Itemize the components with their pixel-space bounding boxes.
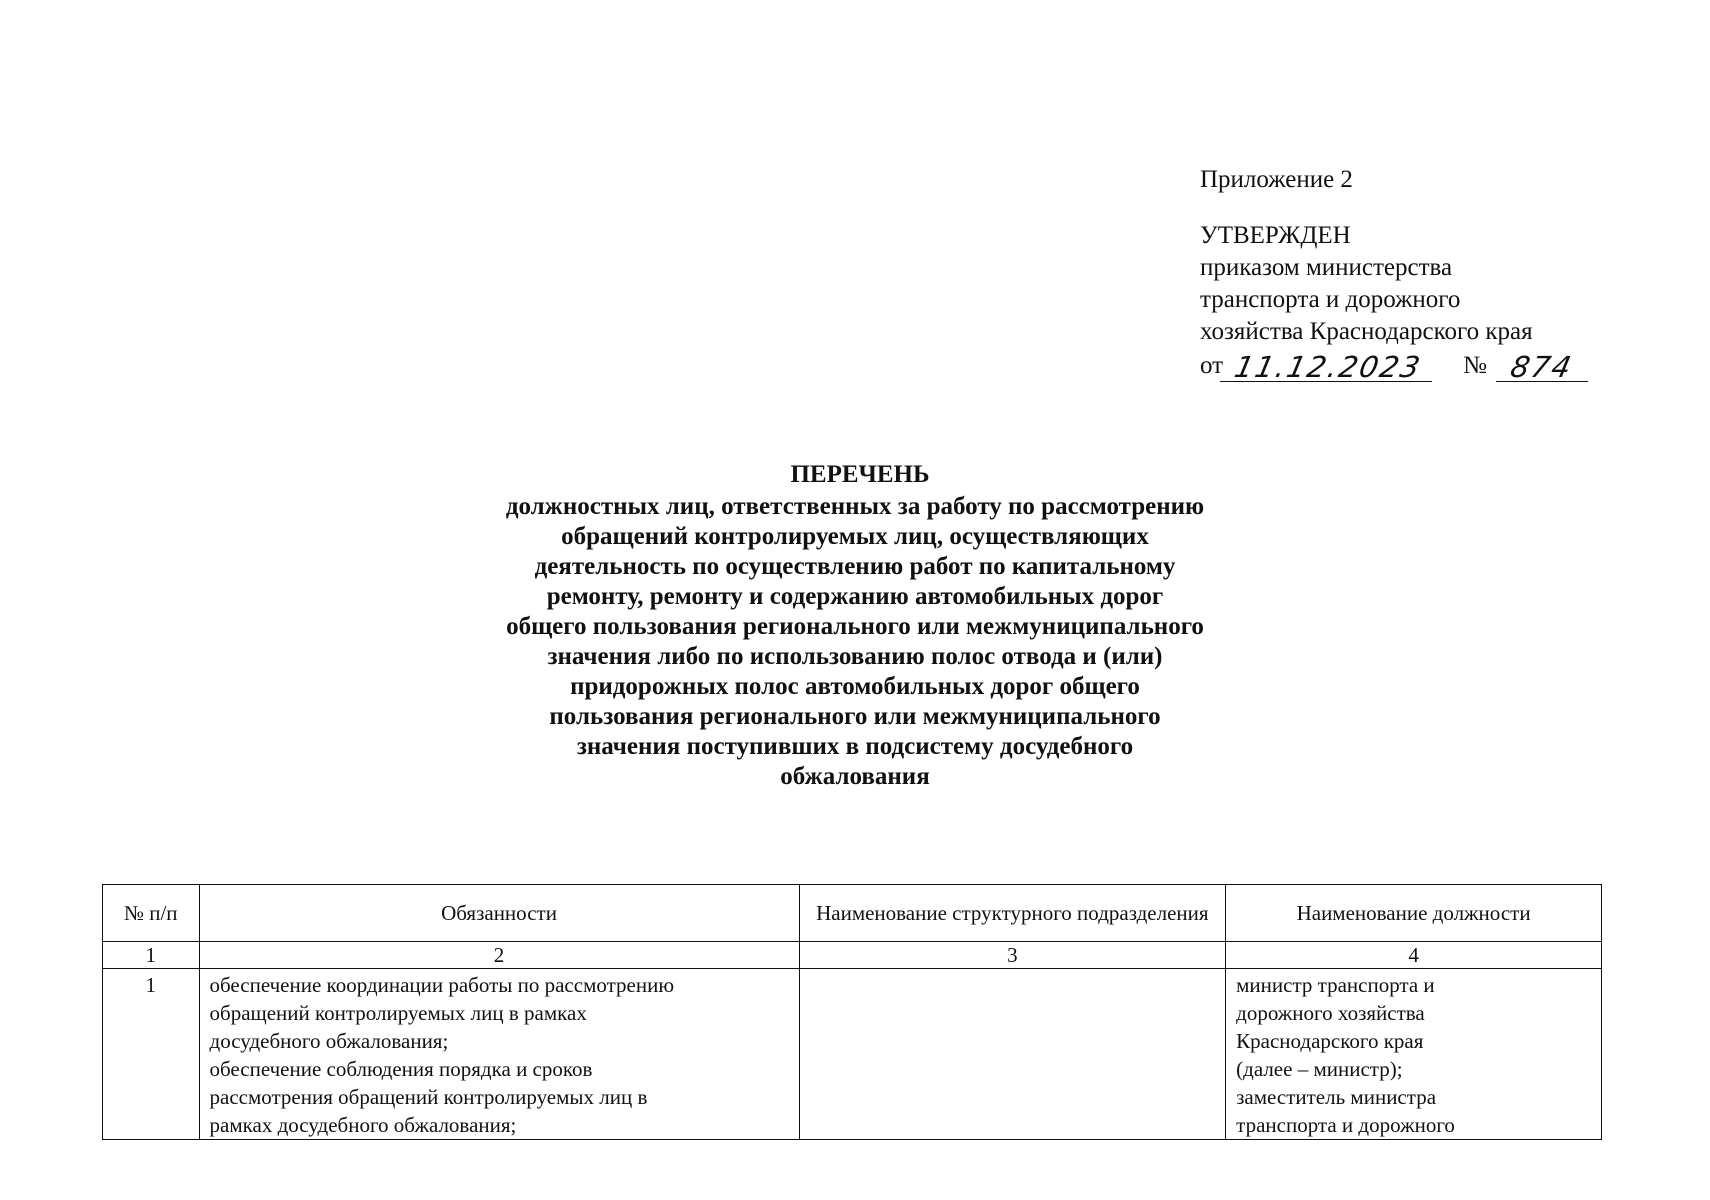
title-line-7: придорожных полос автомобильных дорог общего (570, 673, 1140, 700)
title-line-2: обращений контролируемых лиц, осуществляющих (561, 523, 1149, 550)
duty-line: рамках досудебного обжалования; (209, 1113, 517, 1137)
document-title (0, 460, 1710, 792)
approval-block (1200, 220, 1591, 382)
position-line: (далее – министр); (1236, 1057, 1403, 1081)
title-line-6: значения либо по использованию полос отвода и (или) (547, 643, 1163, 670)
title-line-1: должностных лиц, ответственных за работу по рассмотрению (505, 493, 1205, 520)
order-date-number-line (1200, 350, 1591, 382)
order-number-handwritten: 874 (1496, 353, 1594, 382)
order-line-1: приказом министерства (1200, 254, 1453, 281)
column-number: 1 (103, 942, 200, 969)
date-prefix: от (1200, 352, 1224, 379)
column-number-row (103, 942, 1602, 969)
header-position: Наименование должности (1226, 885, 1602, 942)
duties-cell (199, 969, 799, 1140)
number-sign: № (1463, 352, 1487, 379)
order-date-handwritten: 11.12.2023 (1220, 353, 1438, 382)
duty-line: обеспечение координации работы по рассмотрению (209, 973, 675, 997)
duty-line: рассмотрения обращений контролируемых лиц в (209, 1085, 648, 1109)
order-line-3: хозяйства Краснодарского края (1200, 318, 1533, 345)
row-number: 1 (103, 969, 200, 1140)
position-line: министр транспорта и (1236, 973, 1435, 997)
order-line-2: транспорта и дорожного (1200, 286, 1461, 313)
column-number: 2 (199, 942, 799, 969)
position-cell (1226, 969, 1602, 1140)
duty-line: обращений контролируемых лиц в рамках (209, 1001, 587, 1025)
department-cell (799, 969, 1226, 1140)
table-row (103, 969, 1602, 1140)
title-line-10: обжалования (780, 763, 930, 790)
column-number: 3 (799, 942, 1226, 969)
appendix-label: Приложение 2 (1200, 166, 1353, 193)
title-line-5: общего пользования регионального или межмуниципального (506, 613, 1204, 640)
column-number: 4 (1226, 942, 1602, 969)
duty-line: обеспечение соблюдения порядка и сроков (209, 1057, 593, 1081)
responsibilities-table (102, 884, 1602, 1140)
duty-line: досудебного обжалования; (209, 1029, 449, 1053)
title-line-9: значения поступивших в подсистему досудебного (576, 733, 1134, 760)
position-line: заместитель министра (1236, 1085, 1437, 1109)
table-header-row (103, 885, 1602, 942)
header-number: № п/п (103, 885, 200, 942)
position-line: Краснодарского края (1236, 1029, 1424, 1053)
title-line-3: деятельность по осуществлению работ по капитальному (534, 553, 1176, 580)
header-department: Наименование структурного подразделения (799, 885, 1226, 942)
position-line: транспорта и дорожного (1236, 1113, 1455, 1137)
title-line-8: пользования регионального или межмуниципального (549, 703, 1161, 730)
approved-label: УТВЕРЖДЕН (1200, 222, 1351, 249)
header-duties: Обязанности (199, 885, 799, 942)
title-heading: ПЕРЕЧЕНЬ (790, 461, 930, 488)
position-line: дорожного хозяйства (1236, 1001, 1425, 1025)
title-line-4: ремонту, ремонту и содержанию автомобильных дорог (546, 583, 1164, 610)
